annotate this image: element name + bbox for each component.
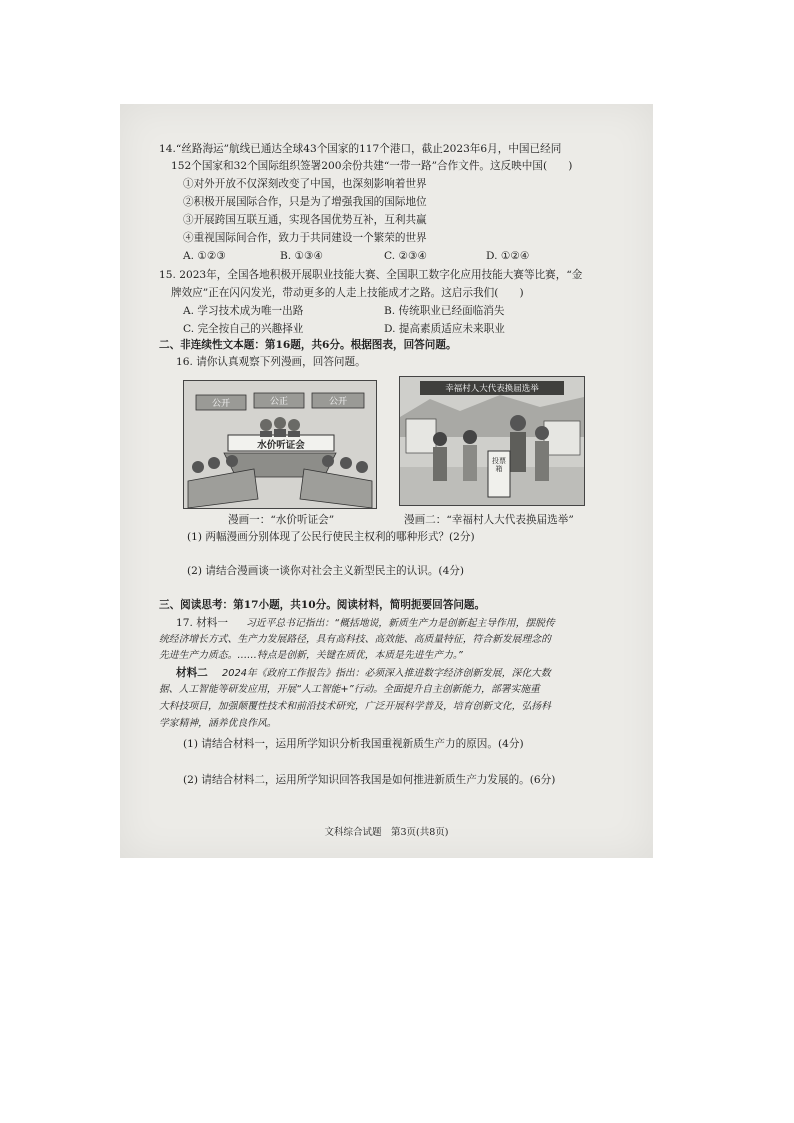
material-2-label: 材料二 xyxy=(176,667,208,679)
q15-line1: 15. 2023年，全国各地积极开展职业技能大赛、全国职工数字化应用技能大赛等比赛，“金 xyxy=(159,269,583,281)
q15-option-b: B. 传统职业已经面临消失 xyxy=(384,305,505,317)
material-2-line1: 2024年《政府工作报告》指出：必须深入推进数字经济创新发展，深化大数 xyxy=(222,668,551,679)
q14-item-3: ③开展跨国互联互通，实现各国优势互补，互利共赢 xyxy=(183,214,427,226)
q16-sub1: (1) 两幅漫画分别体现了公民行使民主权利的哪种形式？(2分) xyxy=(187,531,475,543)
material-2-line3: 大科技项目，加强颠覆性技术和前沿技术研究，广泛开展科学普及，培育创新文化，弘扬科 xyxy=(159,701,551,712)
q15-line2: 牌效应”正在闪闪发光，带动更多的人走上技能成才之路。这启示我们( ) xyxy=(171,287,524,299)
q14-option-a: A. ①②③ xyxy=(183,250,226,262)
q14-line1: 14.“丝路海运”航线已通达全球43个国家的117个港口，截止2023年6月，中国已经同 xyxy=(159,143,562,155)
cartoon-village-election xyxy=(399,376,585,506)
q14-option-d: D. ①②④ xyxy=(486,250,530,262)
exam-page xyxy=(120,104,653,858)
q14-option-c: C. ②③④ xyxy=(384,250,427,262)
section2-heading: 二、非连续性文本题：第16题，共6分。根据图表，回答问题。 xyxy=(159,339,457,351)
cartoon-2-illustration xyxy=(400,377,584,505)
material-1-line2: 统经济增长方式、生产力发展路径，具有高科技、高效能、高质量特征，符合新发展理念的 xyxy=(159,634,551,645)
material-1-line3: 先进生产力质态。……特点是创新，关键在质优，本质是先进生产力。” xyxy=(159,650,463,661)
cartoon-2-ballot-box-label: 投票箱 xyxy=(492,457,506,473)
q14-item-2: ②积极开展国际合作，只是为了增强我国的国际地位 xyxy=(183,196,427,208)
q14-line2: 152个国家和32个国际组织签署200余份共建“一带一路”合作文件。这反映中国( ) xyxy=(171,160,573,172)
q15-option-d: D. 提高素质适应未来职业 xyxy=(384,323,505,335)
q16-prompt: 16. 请你认真观察下列漫画，回答问题。 xyxy=(176,356,366,368)
material-1-label: 17. 材料一 xyxy=(176,617,228,629)
cartoon-1-sign-left: 公开 xyxy=(211,399,230,409)
cartoon-2-caption: 漫画二：“幸福村人大代表换届选举” xyxy=(404,514,574,526)
q14-item-1: ①对外开放不仅深刻改变了中国，也深刻影响着世界 xyxy=(183,178,427,190)
cartoon-1-sign-right: 公开 xyxy=(328,397,347,407)
q15-option-c: C. 完全按自己的兴趣择业 xyxy=(183,323,304,335)
section3-heading: 三、阅读思考：第17小题，共10分。阅读材料，简明扼要回答问题。 xyxy=(159,599,486,611)
page-footer: 文科综合试题 第3页(共8页) xyxy=(324,827,449,838)
cartoon-1-banner: 水价听证会 xyxy=(257,440,305,451)
cartoon-1-caption: 漫画一：“水价听证会” xyxy=(228,514,335,526)
material-2-line2: 据、人工智能等研发应用，开展“人工智能+”行动。全面提升自主创新能力，部署实施重 xyxy=(159,684,540,695)
q15-option-a: A. 学习技术成为唯一出路 xyxy=(183,305,304,317)
cartoon-1-sign-center: 公正 xyxy=(269,397,288,407)
cartoon-2-banner: 幸福村人大代表换届选举 xyxy=(445,384,539,394)
q16-sub2: (2) 请结合漫画谈一谈你对社会主义新型民主的认识。(4分) xyxy=(187,565,465,577)
q14-option-b: B. ①③④ xyxy=(280,250,324,262)
material-1-line1: 习近平总书记指出：“概括地说，新质生产力是创新起主导作用，摆脱传 xyxy=(246,618,555,629)
material-2-line4: 学家精神，涵养优良作风。 xyxy=(159,718,277,729)
q17-sub2: (2) 请结合材料二，运用所学知识回答我国是如何推进新质生产力发展的。(6分) xyxy=(183,774,556,786)
q17-sub1: (1) 请结合材料一，运用所学知识分析我国重视新质生产力的原因。(4分) xyxy=(183,738,524,750)
q14-item-4: ④重视国际间合作，致力于共同建设一个繁荣的世界 xyxy=(183,232,427,244)
cartoon-water-price-hearing xyxy=(183,380,377,509)
